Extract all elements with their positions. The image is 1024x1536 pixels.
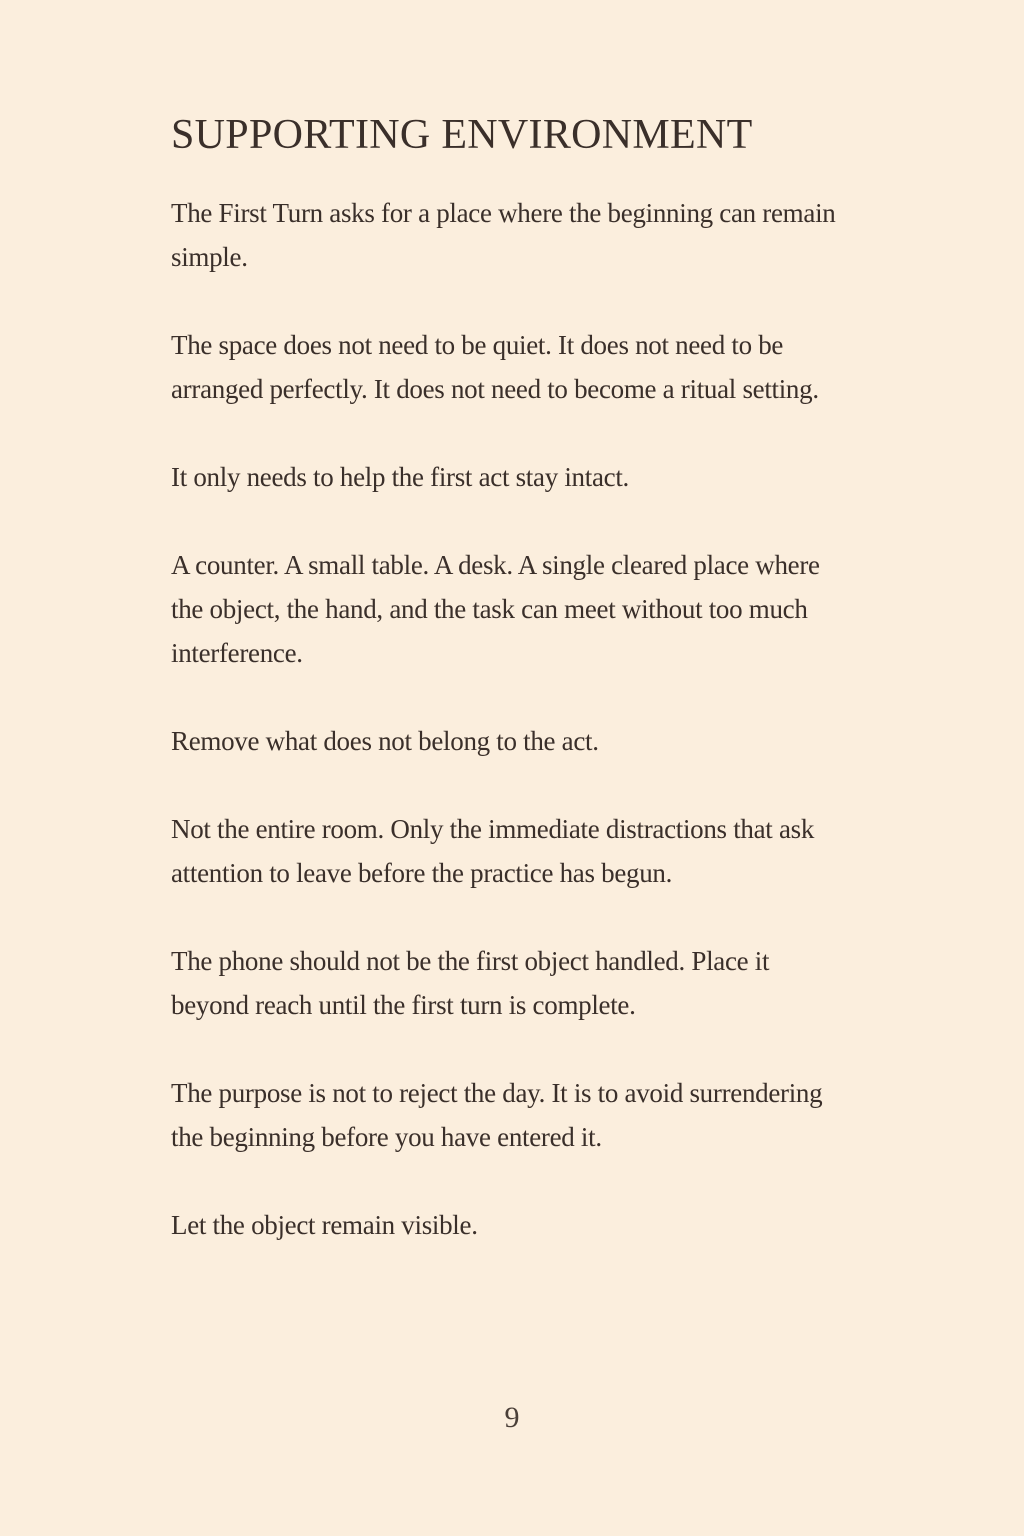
paragraph: Remove what does not belong to the act. bbox=[171, 726, 599, 756]
paragraph: A counter. A small table. A desk. A single cleared place where the object, the hand, and the task can meet without too much interference. bbox=[171, 550, 820, 668]
paragraph: The First Turn asks for a place where the beginning can remain simple. bbox=[171, 198, 836, 272]
section-heading: SUPPORTING ENVIRONMENT bbox=[171, 112, 753, 158]
paragraph: The phone should not be the first object handled. Place it beyond reach until the first turn is complete. bbox=[171, 946, 770, 1020]
paragraph: The purpose is not to reject the day. It is to avoid surrendering the beginning before you have entered it. bbox=[171, 1078, 823, 1152]
paragraph: Let the object remain visible. bbox=[171, 1210, 478, 1240]
paragraph: It only needs to help the first act stay intact. bbox=[171, 462, 629, 492]
body-text bbox=[171, 191, 841, 1291]
page-number: 9 bbox=[504, 1401, 520, 1434]
paragraph: Not the entire room. Only the immediate distractions that ask attention to leave before the practice has begun. bbox=[171, 814, 815, 888]
paragraph: The space does not need to be quiet. It does not need to be arranged perfectly. It does not need to become a ritual setting. bbox=[171, 330, 819, 404]
